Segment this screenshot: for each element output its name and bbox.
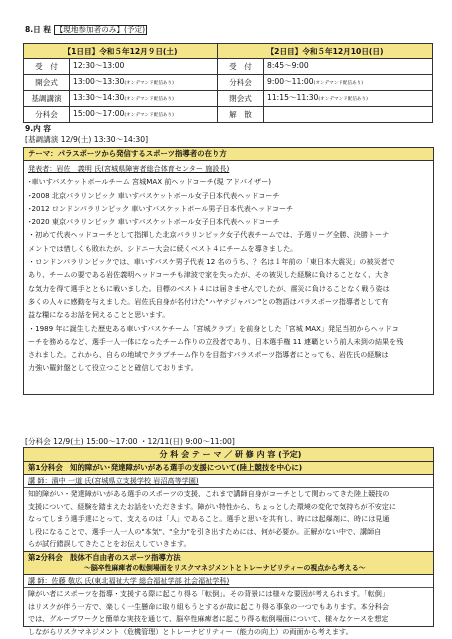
keynote-text-line: ･2012 ロンドンパラリンピック 車いすバスケットボール男子日本代表ヘッドコーチ xyxy=(28,203,294,213)
keynote-text-line: 多くの人々に感動を与えました。岩佐氏自身が名付けた"ハヤテジャパン"との物語はパラスポーツ指導者として有 xyxy=(28,296,389,306)
keynote-text-line: ・1989 年に誕生した歴史ある車いすバスケチーム「宮城クラブ」を前身とした「宮城 MAX」発足当初からヘッドコ xyxy=(28,323,399,333)
session1-text-line: らが試行錯誤してきたことをお伝えしていきます。 xyxy=(28,539,191,549)
keynote-text-line: 発表者：岩佐 義明 氏(宮城県障害者総合体育センター 施設長) xyxy=(28,164,230,173)
keynote-text-line: ･車いすバスケットボールチーム 宮城MAX 前ヘッドコーチ(現 アドバイザー) xyxy=(28,177,271,187)
session2-text-line: しながらリスクマネジメント（危機管理）とトレーナビリティー（能力の向上）の両面から考えます。 xyxy=(28,626,353,636)
keynote-text-line: あり、チームの要である岩佐義明ヘッドコーチも津波で家を失ったが、その被災した経験に負けることなく、大き xyxy=(28,270,390,280)
schedule-row: 受 付 12:30～13:00 受 付 8:45～9:00 xyxy=(24,59,433,75)
session1-text-line: 知的障がい・発達障がいがある選手のスポーツの支援、これまで講師自身がコーチとして関わってきた陸上競技の xyxy=(28,489,390,498)
keynote-text-line: ・ロンドンパラリンピックでは、車いすバスケ男子代表 12 名のうち、？名は１年前の「東日本大震災」の被災者で xyxy=(28,257,395,267)
session2-subtitle: ～脳卒性麻痺者の転倒場面をリスクマネジメントとトレーナビリティーの視点から考える～ xyxy=(24,563,433,575)
schedule-row: 開会式 13:00～13:30(オンデマンド配信あり) 分科会 9:00～11:00(オンデマンド配信あり) xyxy=(24,75,433,91)
session1-text-line: 支援について、経験を踏まえたお話をいただきます。障がい特性から、ちょっとした環境の変化で気持ちが不安定に xyxy=(28,501,397,511)
day2-header: 【2日目】令和５年12月10日(日) xyxy=(218,44,433,59)
schedule-row: 基調講演 13:30～14:30(オンデマンド配信あり) 閉会式 11:15～11:30(オンデマンド配信あり) xyxy=(24,91,433,107)
session1-lecturer: 講 師：濱中 一道 氏(宮城県立支援学校 岩沼高等学園) xyxy=(24,475,433,488)
keynote-text-line: な気力を得て選手とともに戦いました。目標のベスト４には届きませんでしたが、震災に負けることなく戦う姿は xyxy=(28,283,390,293)
bunkakai-box xyxy=(23,447,434,636)
schedule-table xyxy=(23,43,433,123)
session2-text-line: はリスクが伴う一方で、楽しく一生懸命に取り組もうとするが故に起こり得る事象の一つでもあります。本分科会 xyxy=(28,601,389,611)
bunkakai-label: [分科会 12/9(土) 15:00～17:00 ・12/11(日) 9:00～11:00] xyxy=(25,437,235,446)
keynote-text-line: されました。これから、自らの地域でクラブチーム作りを目指すパラスポーツ指導者にとっても、岩佐氏の経験は xyxy=(28,350,389,360)
bunkakai-header: 分 科 会 テ ー マ ／ 研 修 内 容 (予定) xyxy=(24,448,433,462)
section8-heading: 8.日 程 【現地参加者のみ】(予定) xyxy=(25,25,146,34)
session1-text-line: なってしまう選手達にとって、支えるのは「人」であること。選手と思いを共有し、時には起爆剤に、時には見通 xyxy=(28,514,390,524)
keynote-label: [基調講演 12/9(土) 13:30～14:30] xyxy=(25,135,149,144)
keynote-text-line: ・初めて代表ヘッドコーチとして指揮した北京パラリンピック女子代表チームでは、予選リーグ全勝、決勝トーナ xyxy=(28,230,390,240)
keynote-text-line: メントでは惜しくも敗れたが、シドニー大会に続くベスト４にチームを導きました。 xyxy=(28,243,298,253)
session2-title: 第2分科会 肢体不自由者のスポーツ指導方法 xyxy=(24,551,433,563)
day1-header: 【1日目】令和５年12月９日(土) xyxy=(24,44,218,59)
keynote-text-line: ･2008 北京パラリンピック 車いすバスケットボール女子日本代表ヘッドコーチ xyxy=(28,190,280,200)
keynote-text-line: ･2020 東京パラリンピック 車いすバスケットボール女子日本代表ヘッドコーチ xyxy=(28,217,280,227)
session1-text-line: し役になることで、選手一人一人の"本気"、"全力"を引き出すためには、何が必要か。正解がない中で、講師自 xyxy=(28,526,382,536)
session2-text-line: 障がい者にスポーツを指導・支援する際に起こり得る「転倒」。その背景には様々な要因が考えられます。「転倒」 xyxy=(28,588,389,598)
schedule-row: 分科会 15:00～17:00(オンデマンド配信あり) 解 散 xyxy=(24,107,433,123)
keynote-text-line: 益な糧になるお話を伺えることと思います。 xyxy=(28,310,170,320)
section9-heading: 9.内 容 xyxy=(25,124,51,133)
keynote-theme: テーマ：パラスポーツから発信するスポーツ指導者の在り方 xyxy=(24,148,433,161)
keynote-text-line: ーチを務めるなど、選手一人一体になったチーム作りの立役者であり、日本選手権 11 連覇という前人未到の結果を残 xyxy=(28,336,404,346)
session2-text-line: では、グループワークと簡単な実技を通じて、脳卒性麻痺者に起こり得る転倒場面について、様々なケースを想定 xyxy=(28,614,389,624)
onsite-only-note: 【現地参加者のみ】(予定) xyxy=(55,25,146,34)
session1-title: 第1分科会 知的障がい･発達障がいがある選手の支援について(陸上競技を中心に) xyxy=(24,462,433,475)
keynote-text-line: 力強い羅針盤として役立つことと確信しております。 xyxy=(28,363,198,373)
keynote-box xyxy=(23,147,434,395)
session2-lecturer: 講 師：佐藤 敬広 氏(東北福祉大学 総合福祉学部 社会福祉学科) xyxy=(24,575,433,588)
